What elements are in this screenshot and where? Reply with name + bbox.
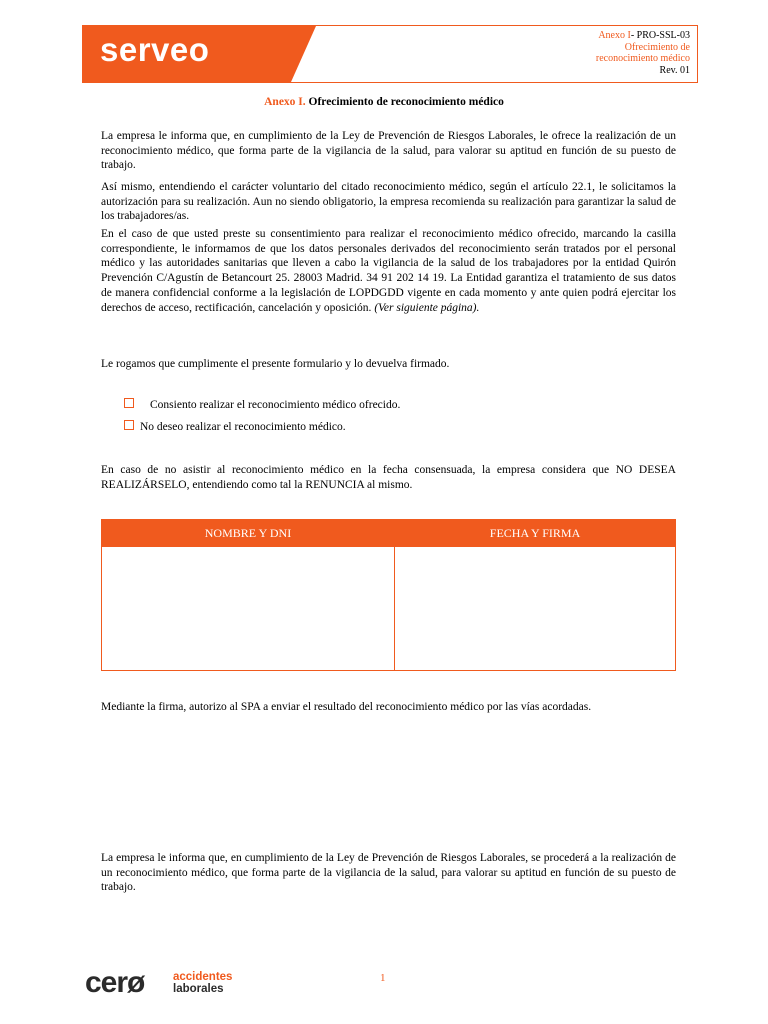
title-text: Ofrecimiento de reconocimiento médico <box>305 96 504 108</box>
paragraph-no-show: En caso de no asistir al reconocimiento médico en la fecha consensuada, la empresa considera que NO DESEA REALIZÁRSELO, entendiendo como tal la RENUNCIA al mismo. <box>101 464 676 491</box>
logo-tag-line2: laborales <box>173 983 224 995</box>
date-signature-cell[interactable] <box>395 547 675 670</box>
doc-title-line1: Ofrecimiento de <box>624 41 690 53</box>
logo-word: cerø <box>85 966 145 999</box>
document-reference <box>596 30 690 76</box>
paragraph-data-protection <box>101 227 676 315</box>
option-decline[interactable] <box>124 420 346 434</box>
see-next-page-note: (Ver siguiente página). <box>371 301 480 314</box>
paragraph-final-notice: La empresa le informa que, en cumplimiento de la Ley de Prevención de Riesgos Laborales, se procederá a la realización de un reconocimiento médico, que forma parte de la vigilancia de la salud, para valorar su aptitud en función de su puesto de trabajo. <box>101 852 676 894</box>
column-header-date-signature: FECHA Y FIRMA <box>395 520 675 547</box>
data-protection-text: En el caso de que usted preste su consentimiento para realizar el reconocimiento médico ofrecido, marcando la casilla correspondiente, le informamos de que los datos personales derivados del reconocimiento serán tratados por el personal médico y las autoridades sanitarias que lleven a cabo la vigilancia de la salud de los trabajadores por la entidad Quirón Prevención C/Agustín de Betancourt 25. 28003 Madrid. 34 91 202 14 19. La Entidad garantiza el tratamiento de sus datos de manera confidencial conforme a la legislación de LOPDGDD vigente en cada momento y ante quien podrá ejercitar los derechos de acceso, rectificación, cancelación y oposición. <box>101 228 676 314</box>
signature-table <box>101 519 676 671</box>
paragraph-voluntary: Así mismo, entendiendo el carácter voluntario del citado reconocimiento médico, según el artículo 22.1, le solicitamos la autorización para su realización. Aun no siendo obligatorio, la empresa recomienda su realización para garantizar la salud de los trabajadores/as. <box>101 181 676 223</box>
brand-logo: serveo <box>100 31 210 68</box>
page-number: 1 <box>380 972 386 984</box>
revision-label: Rev. 01 <box>659 64 690 76</box>
column-header-name-dni: NOMBRE Y DNI <box>102 520 394 547</box>
option-consent-label: Consiento realizar el reconocimiento médico ofrecido. <box>150 399 401 411</box>
decline-checkbox[interactable] <box>124 420 134 430</box>
doc-code: - PRO-SSL-03 <box>630 30 690 41</box>
option-consent[interactable] <box>124 398 400 412</box>
logo-tag-line1: accidentes <box>173 971 233 983</box>
option-decline-label: No deseo realizar el reconocimiento médico. <box>140 421 346 433</box>
paragraph-request: Le rogamos que cumplimente el presente formulario y lo devuelva firmado. <box>101 358 450 370</box>
paragraph-offer: La empresa le informa que, en cumplimiento de la Ley de Prevención de Riesgos Laborales, le ofrece la realización de un reconocimiento médico, que forma parte de la vigilancia de la salud, para valorar su aptitud en función de su puesto de trabajo. <box>101 130 676 172</box>
page-title <box>0 96 768 108</box>
annex-prefix: Anexo I <box>598 30 631 41</box>
logo-tagline <box>173 971 232 995</box>
footer-logo <box>85 966 233 999</box>
title-annex: Anexo I. <box>264 96 306 108</box>
name-dni-cell[interactable] <box>102 547 394 670</box>
consent-checkbox[interactable] <box>124 398 134 408</box>
doc-title-line2: reconocimiento médico <box>595 53 690 64</box>
paragraph-authorization: Mediante la firma, autorizo al SPA a enviar el resultado del reconocimiento médico por las vías acordadas. <box>101 701 592 713</box>
